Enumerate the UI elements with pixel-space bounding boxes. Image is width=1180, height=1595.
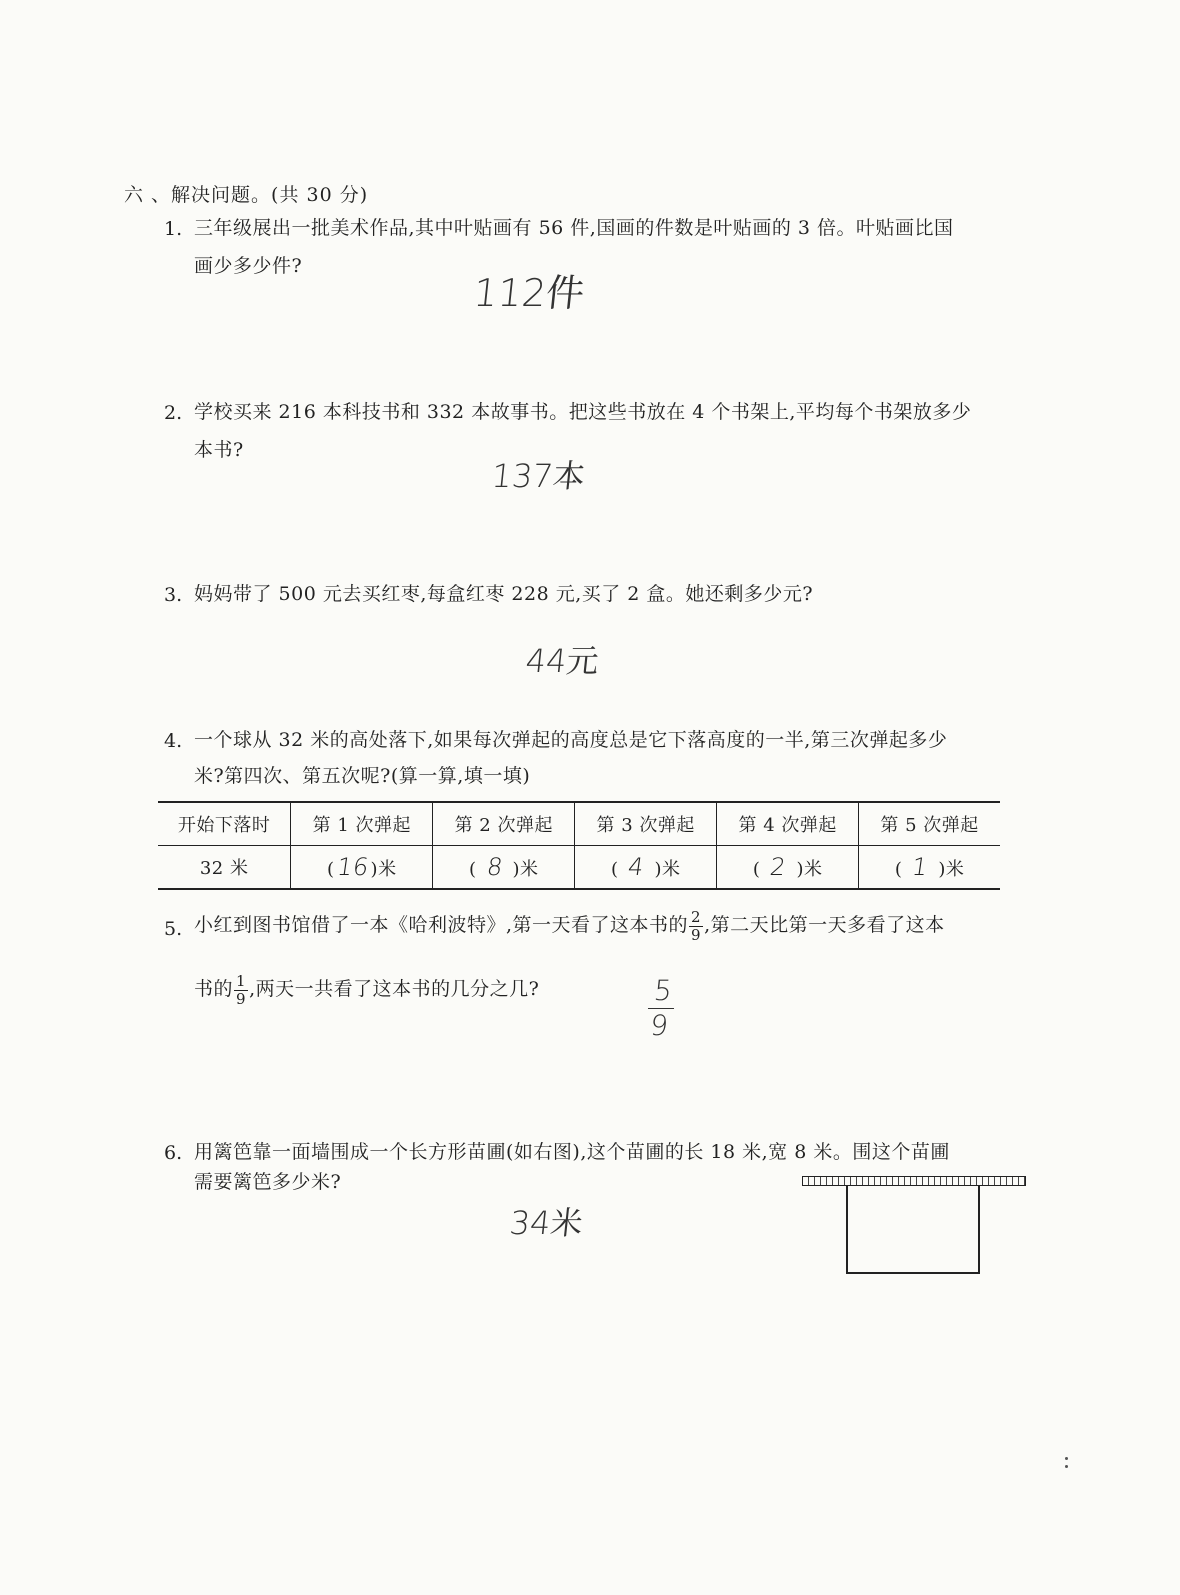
- question-2-line1: 学校买来 216 本科技书和 332 本故事书。把这些书放在 4 个书架上,平均每个书架放多少: [194, 401, 972, 423]
- question-1-answer: 112件: [471, 271, 587, 315]
- header-bounce-5: 第 5 次弹起: [859, 802, 1000, 846]
- fraction-1-9-denominator: 9: [236, 989, 247, 1008]
- bounce-4-cell: ( 2 )米: [717, 846, 859, 890]
- question-3-answer: 44元: [523, 642, 601, 680]
- question-6-answer: 34米: [507, 1204, 585, 1242]
- bounce-2-unit: 米: [520, 859, 539, 880]
- bounce-3-answer: 4: [626, 853, 647, 881]
- question-6-line2: 需要篱笆多少米?: [194, 1171, 342, 1193]
- bounce-1-answer: 16: [334, 853, 371, 881]
- bounce-1-unit: 米: [378, 859, 397, 880]
- header-bounce-3: 第 3 次弹起: [575, 802, 717, 846]
- bounce-2-cell: ( 8 )米: [433, 846, 575, 890]
- wall-diagram: [802, 1176, 1026, 1186]
- question-5-line2-a: 书的: [194, 978, 234, 1000]
- question-4-line2: 米?第四次、第五次呢?(算一算,填一填): [194, 765, 531, 787]
- header-bounce-1: 第 1 次弹起: [291, 802, 433, 846]
- question-5-line2: [194, 970, 539, 1008]
- question-5-line1-a: 小红到图书馆借了一本《哈利波特》,第一天看了这本书的: [194, 914, 689, 936]
- bounce-2-answer: 8: [484, 853, 505, 881]
- question-5-answer: [645, 976, 678, 1041]
- question-1-line1: 三年级展出一批美术作品,其中叶贴画有 56 件,国画的件数是叶贴画的 3 倍。叶贴画比国: [194, 217, 954, 239]
- question-3-line1: 妈妈带了 500 元去买红枣,每盒红枣 228 元,买了 2 盒。她还剩多少元?: [194, 583, 814, 605]
- question-5-answer-numerator: 5: [652, 974, 674, 1007]
- fraction-2-9-numerator: 2: [691, 907, 702, 926]
- question-6-number: 6.: [164, 1142, 183, 1164]
- fraction-2-9-denominator: 9: [691, 925, 702, 944]
- question-6-line1: 用篱笆靠一面墙围成一个长方形苗圃(如右图),这个苗圃的长 18 米,宽 8 米。围这个苗圃: [194, 1141, 950, 1163]
- question-5-line1-b: ,第二天比第一天多看了这本: [704, 914, 945, 936]
- header-bounce-4: 第 4 次弹起: [717, 802, 859, 846]
- bounce-5-unit: 米: [945, 859, 965, 880]
- fraction-1-9-numerator: 1: [236, 971, 247, 990]
- question-2-number: 2.: [164, 402, 183, 424]
- header-start: 开始下落时: [158, 802, 291, 846]
- garden-rectangle-diagram: [846, 1186, 980, 1274]
- bounce-4-unit: 米: [803, 859, 823, 880]
- scan-speck: [1065, 1457, 1068, 1460]
- question-3-number: 3.: [164, 584, 183, 606]
- question-2-line2: 本书?: [194, 439, 244, 461]
- bounce-5-cell: ( 1 )米: [859, 846, 1000, 890]
- question-4-number: 4.: [164, 730, 183, 752]
- header-bounce-2: 第 2 次弹起: [433, 802, 575, 846]
- bounce-1-cell: (16)米: [291, 846, 433, 890]
- start-height: 32 米: [158, 846, 291, 890]
- question-5-line2-b: ,两天一共看了这本书的几分之几?: [249, 978, 540, 1000]
- scan-speck: [1065, 1465, 1068, 1468]
- section-title: 六 、解决问题。(共 30 分): [124, 184, 369, 206]
- fraction-1-9: [234, 973, 248, 1008]
- question-5-number: 5.: [164, 918, 183, 940]
- bounce-table: [158, 801, 1000, 890]
- question-5-line1: [194, 906, 945, 944]
- bounce-3-cell: ( 4 )米: [575, 846, 717, 890]
- fraction-2-9: [689, 909, 703, 944]
- question-2-answer: 137本: [489, 457, 587, 495]
- question-4-line1: 一个球从 32 米的高处落下,如果每次弹起的高度总是它下落高度的一半,第三次弹起多少: [194, 729, 948, 751]
- bounce-table-value-row: [158, 846, 1000, 890]
- bounce-5-answer: 1: [910, 853, 931, 881]
- bounce-3-unit: 米: [662, 859, 681, 880]
- question-1-number: 1.: [164, 218, 183, 240]
- bounce-4-answer: 2: [768, 853, 789, 881]
- question-5-answer-denominator: 9: [648, 1009, 670, 1042]
- question-1-line2: 画少多少件?: [194, 255, 303, 277]
- bounce-table-header-row: [158, 802, 1000, 846]
